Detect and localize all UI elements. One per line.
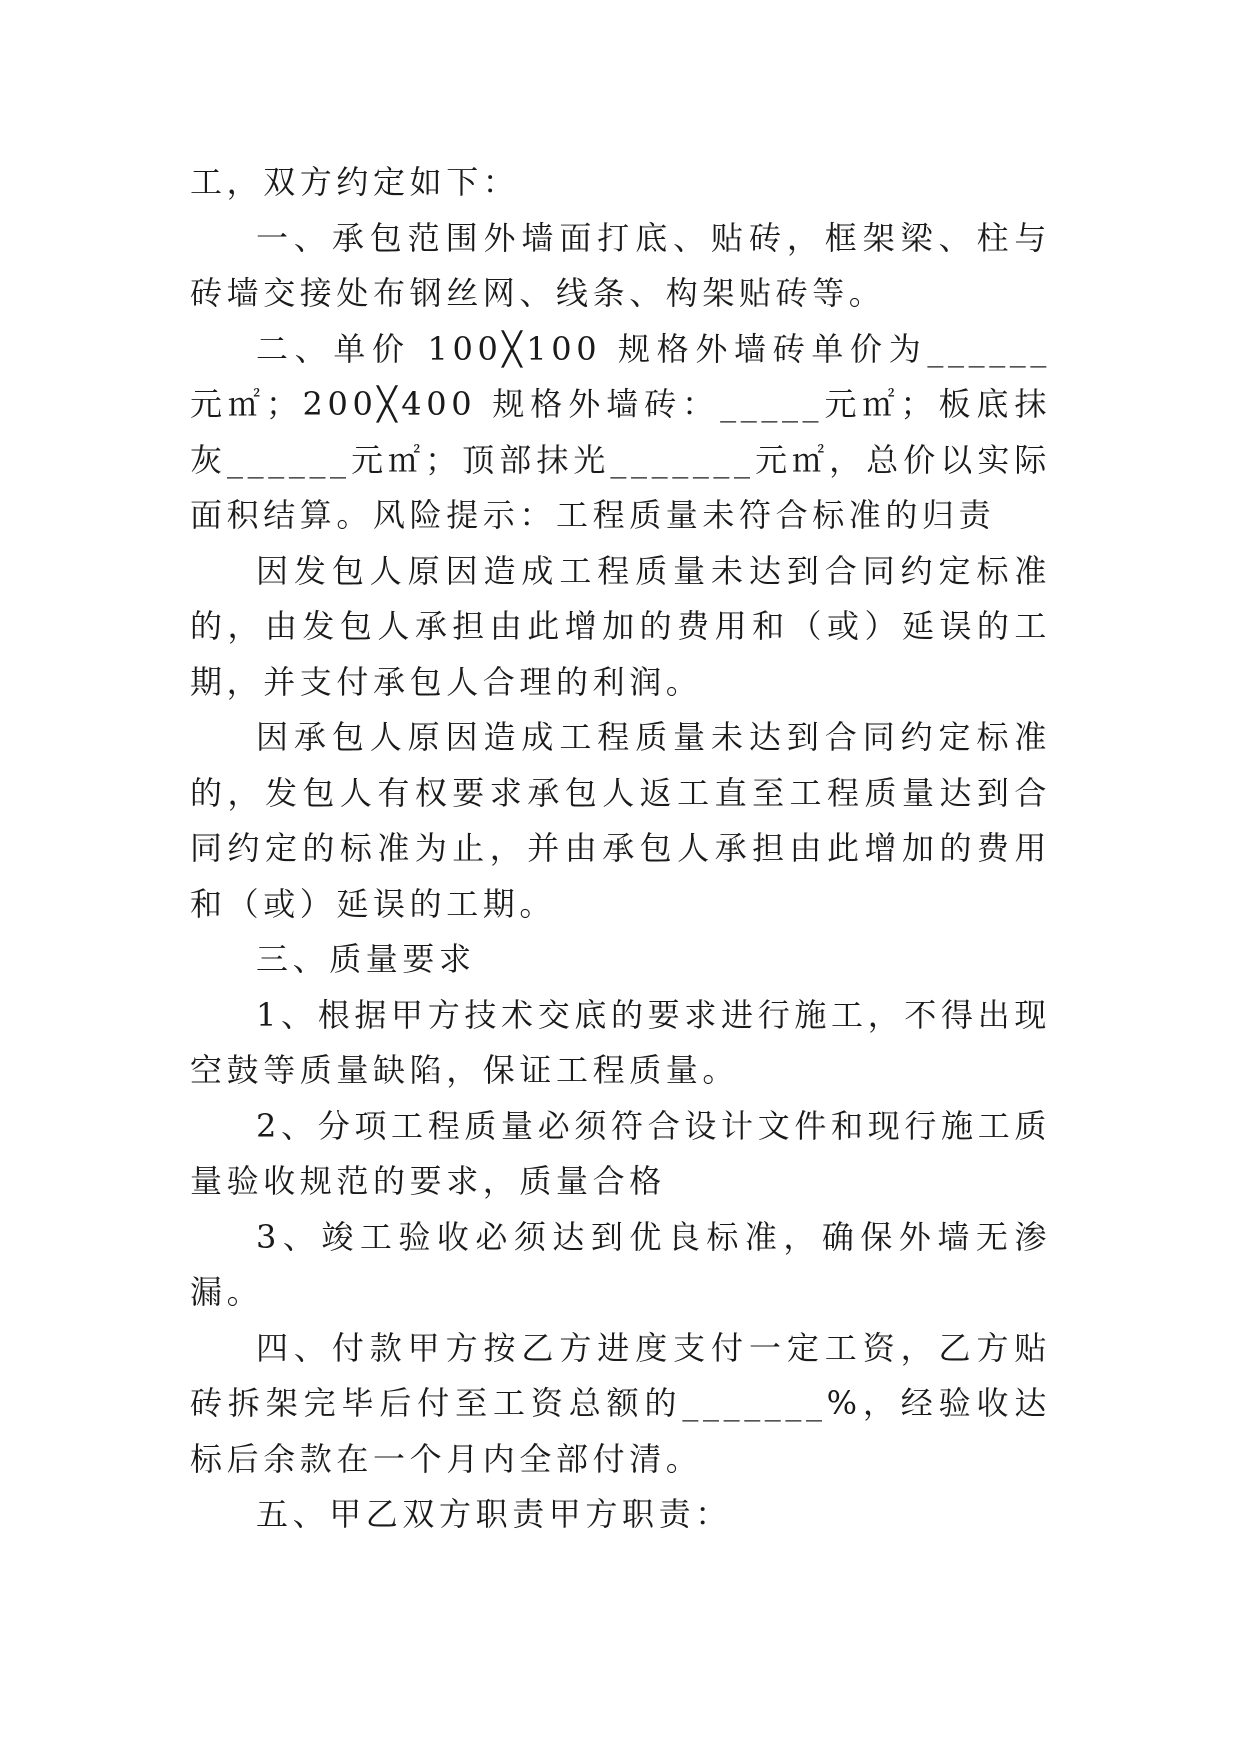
paragraph-quality-item-1: 1、根据甲方技术交底的要求进行施工，不得出现空鼓等质量缺陷，保证工程质量。	[190, 995, 1051, 1089]
paragraph-intro: 工，双方约定如下：	[190, 163, 520, 201]
heading-responsibilities: 五、甲乙双方职责甲方职责：	[256, 1495, 732, 1533]
paragraph-quality-item-3: 3、竣工验收必须达到优良标准，确保外墙无渗漏。	[190, 1217, 1051, 1311]
heading-quality-requirements: 三、质量要求	[256, 940, 476, 978]
paragraph-contractor-liability: 因承包人原因造成工程质量未达到合同约定标准的，发包人有权要求承包人返工直至工程质量达到合同约定的标准为止，并由承包人承担由此增加的费用和（或）延误的工期。	[190, 718, 1051, 923]
document-body	[190, 155, 1051, 1543]
paragraph-payment: 四、付款甲方按乙方进度支付一定工资，乙方贴砖拆架完毕后付至工资总额的_______%，经验收达标后余款在一个月内全部付清。	[190, 1328, 1051, 1478]
paragraph-employer-liability: 因发包人原因造成工程质量未达到合同约定标准的，由发包人承担由此增加的费用和（或）延误的工期，并支付承包人合理的利润。	[190, 551, 1051, 701]
paragraph-unit-price: 二、单价 100╳100 规格外墙砖单价为______元㎡；200╳400 规格外墙砖：_____元㎡；板底抹灰______元㎡；顶部抹光_______元㎡，总价以实际面积结算。风险提示：工程质量未符合标准的归责	[190, 329, 1051, 534]
paragraph-scope: 一、承包范围外墙面打底、贴砖，框架梁、柱与砖墙交接处布钢丝网、线条、构架贴砖等。	[190, 218, 1051, 312]
paragraph-quality-item-2: 2、分项工程质量必须符合设计文件和现行施工质量验收规范的要求，质量合格	[190, 1106, 1051, 1200]
